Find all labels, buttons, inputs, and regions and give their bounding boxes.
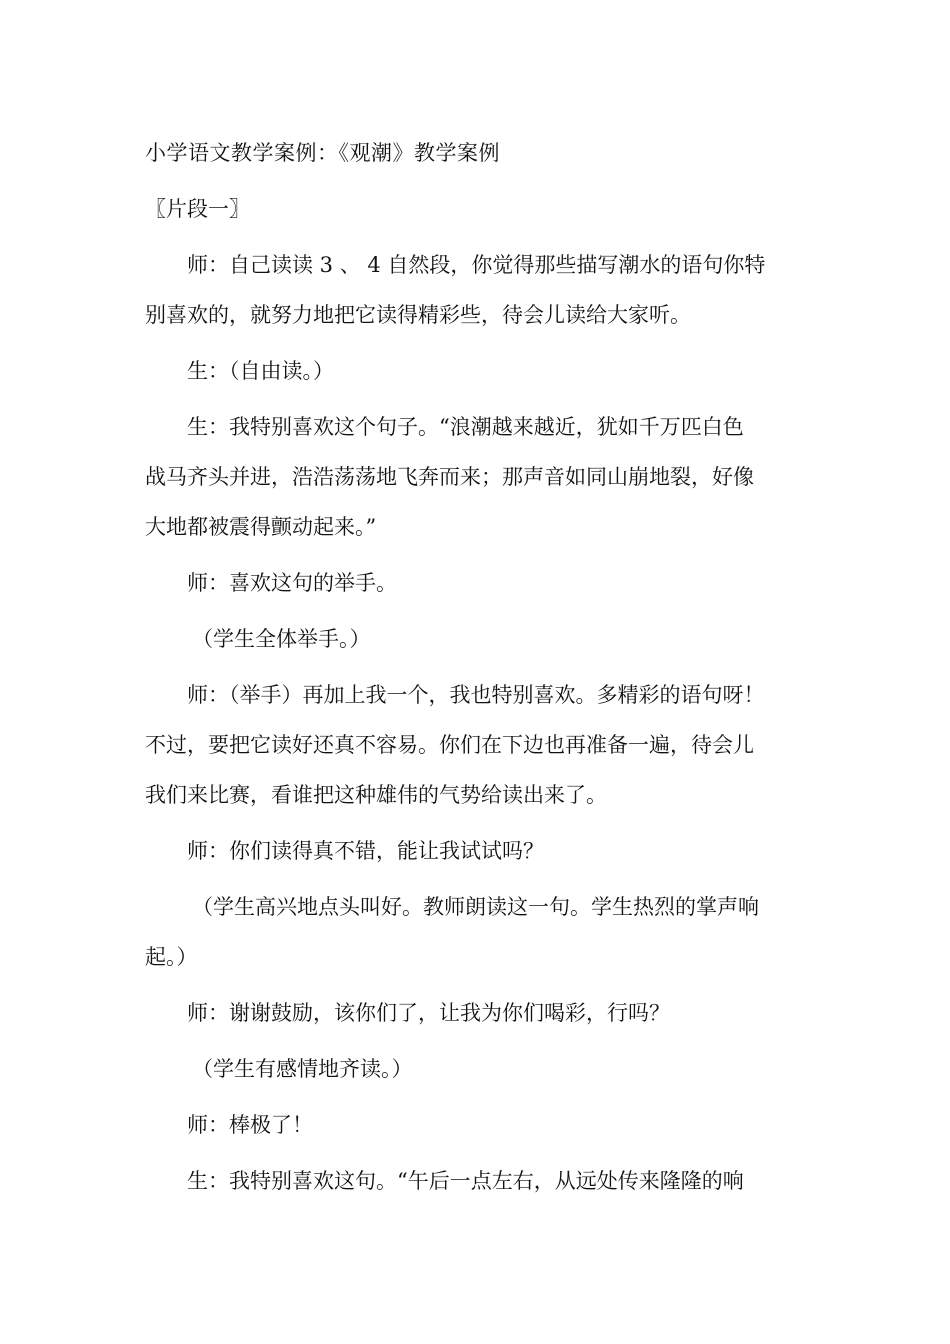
document-body — [145, 128, 810, 1212]
document-title: 小学语文教学案例：《观潮》教学案例 — [145, 141, 500, 165]
paragraph-line: 师：自己读读 3 、 4 自然段，你觉得那些描写潮水的语句你特 — [187, 253, 766, 277]
paragraph-2 — [145, 346, 810, 396]
paragraph-line: （学生高兴地点头叫好。教师朗读这一句。学生热烈的掌声响 — [192, 895, 759, 919]
paragraph-9 — [145, 988, 810, 1038]
section-heading: 〖片段一〗 — [145, 197, 250, 221]
paragraph-line: 战马齐头并进，浩浩荡荡地飞奔而来；那声音如同山崩地裂，好像 — [145, 465, 754, 489]
paragraph-line: 我们来比赛，看谁把这种雄伟的气势给读出来了。 — [145, 783, 607, 807]
paragraph-line: 师：你们读得真不错，能让我试试吗？ — [187, 839, 544, 863]
paragraph-line: 师：（举手）再加上我一个，我也特别喜欢。多精彩的语句呀！ — [187, 683, 765, 707]
paragraph-line: 师：喜欢这句的举手。 — [187, 571, 397, 595]
paragraph-line: 师：棒极了！ — [187, 1113, 313, 1137]
paragraph-6 — [145, 670, 810, 820]
paragraph-10 — [145, 1044, 810, 1094]
paragraph-4 — [145, 558, 810, 608]
paragraph-line: 师：谢谢鼓励，该你们了，让我为你们喝彩，行吗？ — [187, 1001, 670, 1025]
paragraph-7 — [145, 826, 810, 876]
paragraph-8 — [145, 882, 810, 982]
paragraph-3 — [145, 402, 810, 552]
paragraph-line: 生：（自由读。） — [187, 359, 334, 383]
paragraph-line: 别喜欢的，就努力地把它读得精彩些，待会儿读给大家听。 — [145, 303, 691, 327]
paragraph-11 — [145, 1100, 810, 1150]
paragraph-5 — [145, 614, 810, 664]
paragraph-line: （学生全体举手。） — [192, 627, 371, 651]
paragraph-line: 起。） — [145, 945, 198, 969]
paragraph-line: 大地都被震得颤动起来。” — [145, 515, 377, 539]
paragraph-line: 不过，要把它读好还真不容易。你们在下边也再准备一遍，待会儿 — [145, 733, 754, 757]
paragraph-12 — [145, 1156, 810, 1206]
paragraph-line: 生：我特别喜欢这个句子。“浪潮越来越近，犹如千万匹白色 — [187, 415, 744, 439]
paragraph-1 — [145, 240, 810, 340]
paragraph-line: 生：我特别喜欢这句。“午后一点左右，从远处传来隆隆的响 — [187, 1169, 744, 1193]
paragraph-line: （学生有感情地齐读。） — [192, 1057, 413, 1081]
